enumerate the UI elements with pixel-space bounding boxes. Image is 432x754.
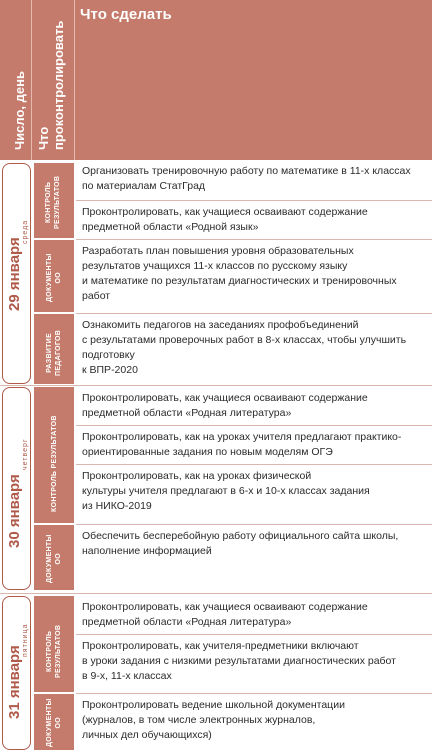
- category-label-line2: ОО: [55, 552, 62, 565]
- category-cell: [34, 163, 74, 238]
- column-header-check: [36, 21, 66, 150]
- task-text: Организовать тренировочную работу по математике в 11-х классах по материалам СтатГрад: [82, 165, 411, 192]
- task-row: [76, 240, 432, 313]
- task-text: Ознакомить педагогов на заседаниях профобъединений с результатами проверочных работ в 8-х классах, чтобы улучшить подготовку к ВПР-2020: [82, 319, 407, 376]
- day-cell: [2, 163, 31, 384]
- category-label-line1: ДОКУМЕНТЫ: [46, 698, 53, 747]
- task-row: [76, 387, 432, 425]
- category-label: [44, 176, 62, 229]
- task-row: [76, 525, 432, 591]
- column-header-check-line2: проконтролировать: [51, 20, 66, 150]
- day-weekday: среда: [22, 219, 29, 244]
- category-cell: [34, 596, 74, 692]
- task-text: Проконтролировать, как на уроках физической культуры учителя предлагают в 6-х и 10-х классах задания из НИКО-2019: [82, 470, 370, 512]
- category-label-line1: КОНТРОЛЬ: [46, 630, 53, 673]
- task-row: [76, 201, 432, 238]
- day-date: 31 января: [6, 645, 23, 719]
- day-cell: [2, 387, 31, 590]
- task-row: [76, 635, 432, 693]
- column-header-check-line1: Что: [36, 126, 51, 150]
- category-label: [45, 698, 63, 747]
- header-divider: [74, 0, 75, 160]
- category-cell: [34, 240, 74, 312]
- task-text: Проконтролировать ведение школьной документации (журналов, в том числе электронных журналов, личных дел обучающихся): [82, 699, 345, 741]
- category-label-line1: КОНТРОЛЬ: [45, 181, 52, 224]
- task-text: Обеспечить бесперебойную работу официального сайта школы, наполнение информацией: [82, 530, 399, 557]
- category-cell: [34, 387, 74, 523]
- category-label-line1: РАЗВИТИЕ: [46, 332, 53, 373]
- category-label-line1: ДОКУМЕНТЫ: [46, 253, 53, 302]
- task-row: [76, 426, 432, 464]
- category-label-line2: РЕЗУЛЬТАТОВ: [54, 175, 61, 229]
- column-header-day: Число, день: [12, 71, 27, 150]
- category-label-line1: ДОКУМЕНТЫ: [46, 534, 53, 583]
- day-divider: [0, 385, 432, 386]
- category-label-line1: КОНТРОЛЬ РЕЗУЛЬТАТОВ: [51, 415, 58, 512]
- task-row: [76, 596, 432, 634]
- task-row: [76, 314, 432, 385]
- task-row: [76, 160, 432, 200]
- category-label-line2: ОО: [55, 716, 62, 729]
- day-weekday: пятница: [22, 623, 29, 657]
- day-cell: [2, 596, 31, 750]
- task-row: [76, 694, 432, 752]
- task-text: Проконтролировать, как учителя-предметники включают в уроки задания с низкими результатами диагностических работ в 9-х, 11-х классах: [82, 640, 396, 682]
- day-divider: [0, 593, 432, 594]
- column-header-task: Что сделать: [80, 6, 172, 23]
- category-label: [45, 534, 63, 583]
- category-label: [45, 330, 63, 376]
- task-text: Проконтролировать, как учащиеся осваивают содержание предметной области «Родная литература»: [82, 601, 368, 628]
- task-text: Проконтролировать, как на уроках учителя предлагают практико- ориентированные задания по новым моделям ОГЭ: [82, 431, 402, 458]
- day-date: 29 января: [6, 237, 23, 311]
- category-label-line2: ОО: [55, 271, 62, 284]
- task-text: Разработать план повышения уровня образовательных результатов учащихся 11-х классов по русскому языку и математике по результатам диагностических и тренировочных работ: [82, 245, 397, 302]
- category-label: [50, 415, 59, 512]
- category-label-line2: РЕЗУЛЬТАТОВ: [55, 624, 62, 678]
- task-text: Проконтролировать, как учащиеся осваивают содержание предметной области «Родная литература»: [82, 392, 368, 419]
- day-weekday: четверг: [22, 438, 29, 470]
- category-cell: [34, 694, 74, 750]
- task-text: Проконтролировать, как учащиеся осваивают содержание предметной области «Родной язык»: [82, 206, 368, 233]
- category-label: [45, 253, 63, 302]
- task-row: [76, 465, 432, 524]
- category-label: [45, 625, 63, 678]
- category-label-line2: ПЕДАГОГОВ: [55, 329, 62, 376]
- category-cell: [34, 525, 74, 590]
- day-date: 30 января: [6, 474, 23, 548]
- header-divider: [31, 0, 32, 160]
- category-cell: [34, 314, 74, 384]
